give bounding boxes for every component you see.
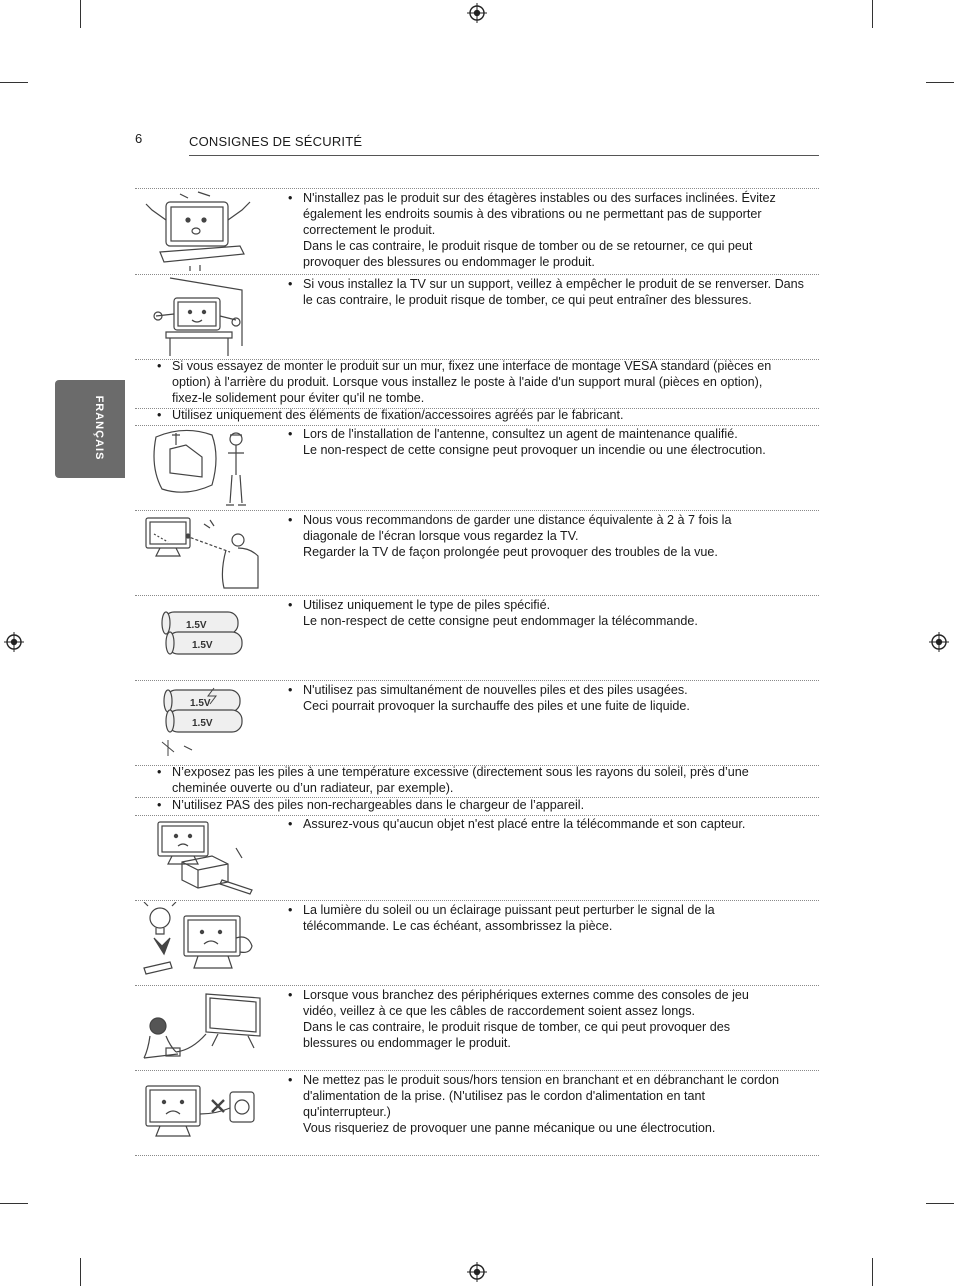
- bullet: •: [288, 683, 293, 697]
- row-divider: [135, 985, 819, 986]
- safety-item-text: Ceci pourrait provoquer la surchauffe des piles et une fuite de liquide.: [303, 699, 690, 713]
- strong-light-interference-illustration: [140, 902, 262, 982]
- crop-mark: [0, 82, 28, 83]
- crop-mark: [872, 1258, 873, 1286]
- bullet: •: [288, 817, 293, 831]
- bullet: •: [288, 988, 293, 1002]
- bullet: •: [157, 408, 162, 422]
- viewing-distance-illustration: [140, 512, 266, 594]
- registration-mark-icon: [4, 632, 24, 652]
- mixed-batteries-illustration: [154, 686, 244, 758]
- safety-item: [288, 1072, 783, 1136]
- row-divider: [135, 188, 819, 189]
- language-tab: [55, 380, 125, 478]
- bullet: •: [288, 191, 293, 205]
- bullet: •: [157, 798, 162, 812]
- safety-item-text: Vous risqueriez de provoquer une panne mécanique ou une électrocution.: [303, 1121, 716, 1135]
- crop-mark: [0, 1203, 28, 1204]
- safety-item: [157, 764, 792, 796]
- crop-mark: [926, 82, 954, 83]
- crop-mark: [80, 1258, 81, 1286]
- bullet: •: [157, 765, 162, 779]
- row-divider: [135, 274, 819, 275]
- safety-item-text: N'installez pas le produit sur des étagères instables ou des surfaces inclinées. Évitez également les endroits soumis à des vibrations ou ne permettant pas de supporter correctement le produit.: [303, 191, 776, 237]
- external-devices-cable-illustration: [138, 990, 262, 1066]
- safety-item-text: Utilisez uniquement des éléments de fixation/accessoires agréés par le fabricant.: [172, 408, 624, 422]
- safety-item: [157, 797, 792, 813]
- safety-item: [288, 902, 773, 934]
- safety-item-text: N’exposez pas les piles à une température excessive (directement sous les rayons du soleil, près d’une cheminée ouverte ou d’un radiateur, par exemple).: [172, 765, 749, 795]
- safety-item-text: Lors de l'installation de l'antenne, consultez un agent de maintenance qualifié.: [303, 427, 738, 441]
- registration-mark-icon: [929, 632, 949, 652]
- safety-item: [288, 190, 808, 270]
- battery-type-illustration: [154, 604, 244, 666]
- crop-mark: [926, 1203, 954, 1204]
- battery-voltage-label: 1.5V: [186, 620, 207, 631]
- bullet: •: [288, 1073, 293, 1087]
- safety-item-text: Assurez-vous qu'aucun objet n'est placé entre la télécommande et son capteur.: [303, 817, 746, 831]
- safety-item-text: Le non-respect de cette consigne peut endommager la télécommande.: [303, 614, 698, 628]
- bullet: •: [288, 598, 293, 612]
- row-divider: [135, 595, 819, 596]
- bullet: •: [288, 427, 293, 441]
- row-divider: [135, 900, 819, 901]
- safety-item: [288, 682, 808, 714]
- bullet: •: [157, 359, 162, 373]
- language-tab-label: FRANÇAIS: [93, 395, 105, 461]
- battery-voltage-label: 1.5V: [192, 640, 213, 651]
- bullet: •: [288, 277, 293, 291]
- safety-item-text: Nous vous recommandons de garder une distance équivalente à 2 à 7 fois la diagonale de l'écran lorsque vous regardez la TV.: [303, 513, 732, 543]
- safety-item: [288, 512, 763, 560]
- tv-on-stand-illustration: [150, 276, 250, 358]
- crop-mark: [872, 0, 873, 28]
- header-rule: [189, 155, 819, 156]
- safety-item-text: Dans le cas contraire, le produit risque de tomber, ce qui peut provoquer des blessures ou endommager le produit.: [303, 1020, 731, 1050]
- power-plug-illustration: [140, 1078, 262, 1148]
- safety-item: [288, 597, 808, 629]
- safety-item-text: N'utilisez pas simultanément de nouvelles piles et des piles usagées.: [303, 683, 688, 697]
- safety-item: [288, 987, 783, 1051]
- registration-mark-icon: [467, 3, 487, 23]
- safety-item: [157, 407, 792, 423]
- safety-item-text: N’utilisez PAS des piles non-rechargeables dans le chargeur de l’appareil.: [172, 798, 585, 812]
- safety-item-text: Lorsque vous branchez des périphériques externes comme des consoles de jeu vidéo, veillez à ce que les câbles de raccordement soient assez longs.: [303, 988, 749, 1018]
- row-divider: [135, 1155, 819, 1156]
- safety-item: [288, 426, 808, 458]
- obstructed-remote-illustration: [146, 818, 260, 898]
- safety-item: [157, 358, 792, 406]
- bullet: •: [288, 903, 293, 917]
- bullet: •: [288, 513, 293, 527]
- battery-voltage-label: 1.5V: [192, 718, 213, 729]
- row-divider: [135, 510, 819, 511]
- battery-voltage-label: 1.5V: [190, 698, 211, 709]
- tv-unstable-shelf-illustration: [140, 190, 265, 272]
- safety-item: [288, 816, 808, 832]
- page-title: CONSIGNES DE SÉCURITÉ: [189, 134, 363, 149]
- safety-item-text: La lumière du soleil ou un éclairage puissant peut perturber le signal de la télécommande. Le cas échéant, assombrissez la pièce.: [303, 903, 715, 933]
- safety-item-text: Si vous essayez de monter le produit sur un mur, fixez une interface de montage VESA standard (pièces en option) à l'arrière du produit. Lorsque vous installez le poste à l'aide d'un support mural (pièces en option), fixez-le solidement pour éviter qu'il ne tombe.: [172, 359, 772, 405]
- safety-item-text: Le non-respect de cette consigne peut provoquer un incendie ou une électrocution.: [303, 443, 766, 457]
- page-number: 6: [135, 131, 143, 146]
- safety-item: [288, 276, 808, 308]
- safety-item-text: Si vous installez la TV sur un support, veillez à empêcher le produit de se renverser. Dans le cas contraire, le produit risque de tomber, ce qui peut entraîner des blessures.: [303, 277, 804, 307]
- registration-mark-icon: [467, 1262, 487, 1282]
- row-divider: [135, 680, 819, 681]
- safety-item-text: Utilisez uniquement le type de piles spécifié.: [303, 598, 551, 612]
- antenna-technician-illustration: [146, 427, 258, 509]
- safety-item-text: Regarder la TV de façon prolongée peut provoquer des troubles de la vue.: [303, 545, 718, 559]
- crop-mark: [80, 0, 81, 28]
- safety-item-text: Dans le cas contraire, le produit risque de tomber ou de se retourner, ce qui peut provoquer des blessures ou endommager le produit.: [303, 239, 753, 269]
- safety-item-text: Ne mettez pas le produit sous/hors tension en branchant et en débranchant le cordon d'alimentation de la prise. (N'utilisez pas le cordon d'alimentation en tant qu'interrupteur.): [303, 1073, 780, 1119]
- row-divider: [135, 1070, 819, 1071]
